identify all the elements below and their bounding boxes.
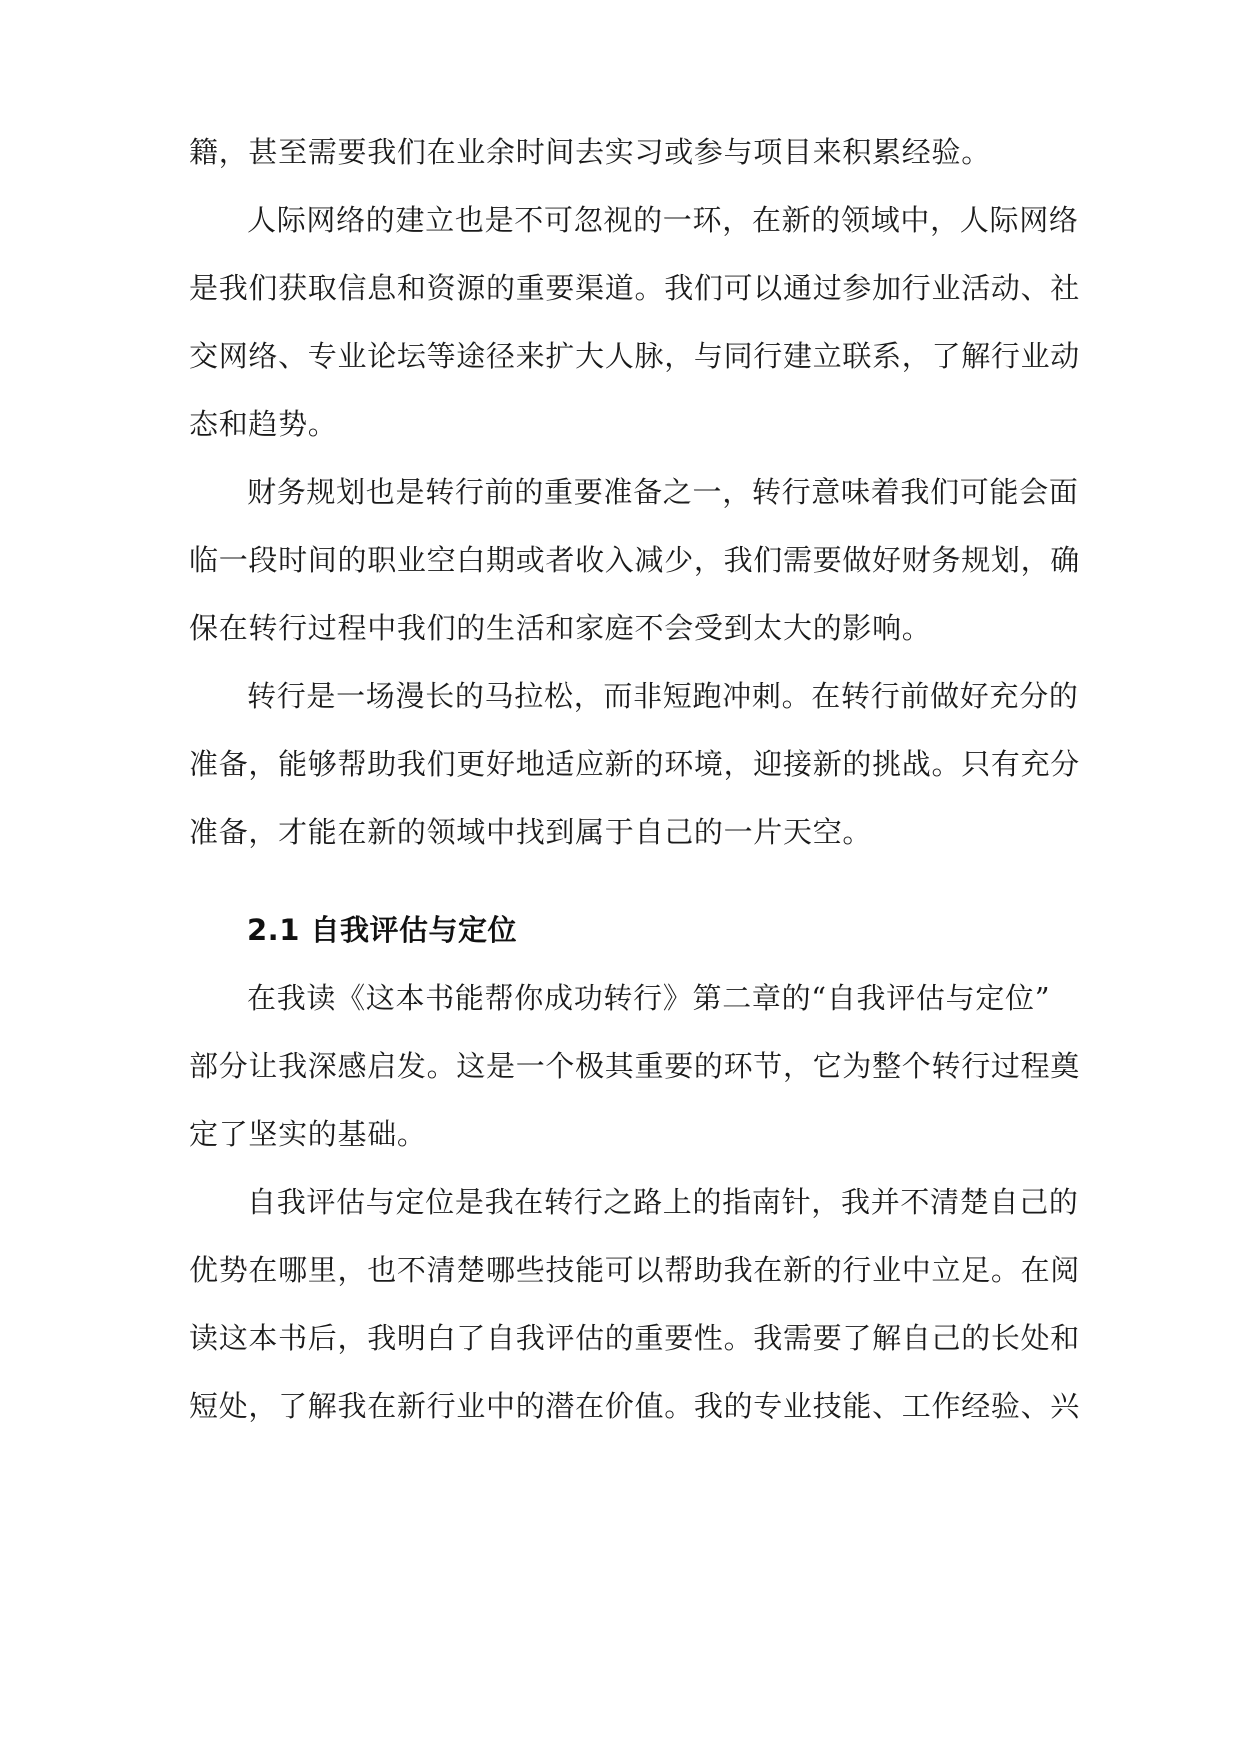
paragraph-line: 部分让我深感启发。这是一个极其重要的环节，它为整个转行过程奠 (189, 1049, 1081, 1083)
paragraph-line: 保在转行过程中我们的生活和家庭不会受到太大的影响。 (189, 611, 932, 645)
paragraph-line: 转行是一场漫长的马拉松，而非短跑冲刺。在转行前做好充分的 (247, 679, 1079, 713)
paragraph-line: 人际网络的建立也是不可忽视的一环，在新的领域中，人际网络 (247, 203, 1079, 237)
paragraph-line: 是我们获取信息和资源的重要渠道。我们可以通过参加行业活动、社 (189, 271, 1081, 305)
paragraph-line: 短处，了解我在新行业中的潜在价值。我的专业技能、工作经验、兴 (189, 1389, 1081, 1423)
paragraph-line: 态和趋势。 (189, 407, 338, 441)
section-heading: 2.1 自我评估与定位 (247, 913, 517, 947)
paragraph-line: 临一段时间的职业空白期或者收入减少，我们需要做好财务规划，确 (189, 543, 1081, 577)
paragraph-line: 优势在哪里，也不清楚哪些技能可以帮助我在新的行业中立足。在阅 (189, 1253, 1081, 1287)
paragraph-line: 在我读《这本书能帮你成功转行》第二章的“自我评估与定位” (247, 981, 1051, 1015)
paragraph-line: 读这本书后，我明白了自我评估的重要性。我需要了解自己的长处和 (189, 1321, 1081, 1355)
paragraph-line: 籍，甚至需要我们在业余时间去实习或参与项目来积累经验。 (189, 135, 991, 169)
paragraph-line: 定了坚实的基础。 (189, 1117, 427, 1151)
paragraph-line: 交网络、专业论坛等途径来扩大人脉，与同行建立联系，了解行业动 (189, 339, 1081, 373)
paragraph-line: 财务规划也是转行前的重要准备之一，转行意味着我们可能会面 (247, 475, 1079, 509)
paragraph-line: 自我评估与定位是我在转行之路上的指南针，我并不清楚自己的 (247, 1185, 1079, 1219)
paragraph-line: 准备，能够帮助我们更好地适应新的环境，迎接新的挑战。只有充分 (189, 747, 1081, 781)
paragraph-line: 准备，才能在新的领域中找到属于自己的一片天空。 (189, 815, 873, 849)
